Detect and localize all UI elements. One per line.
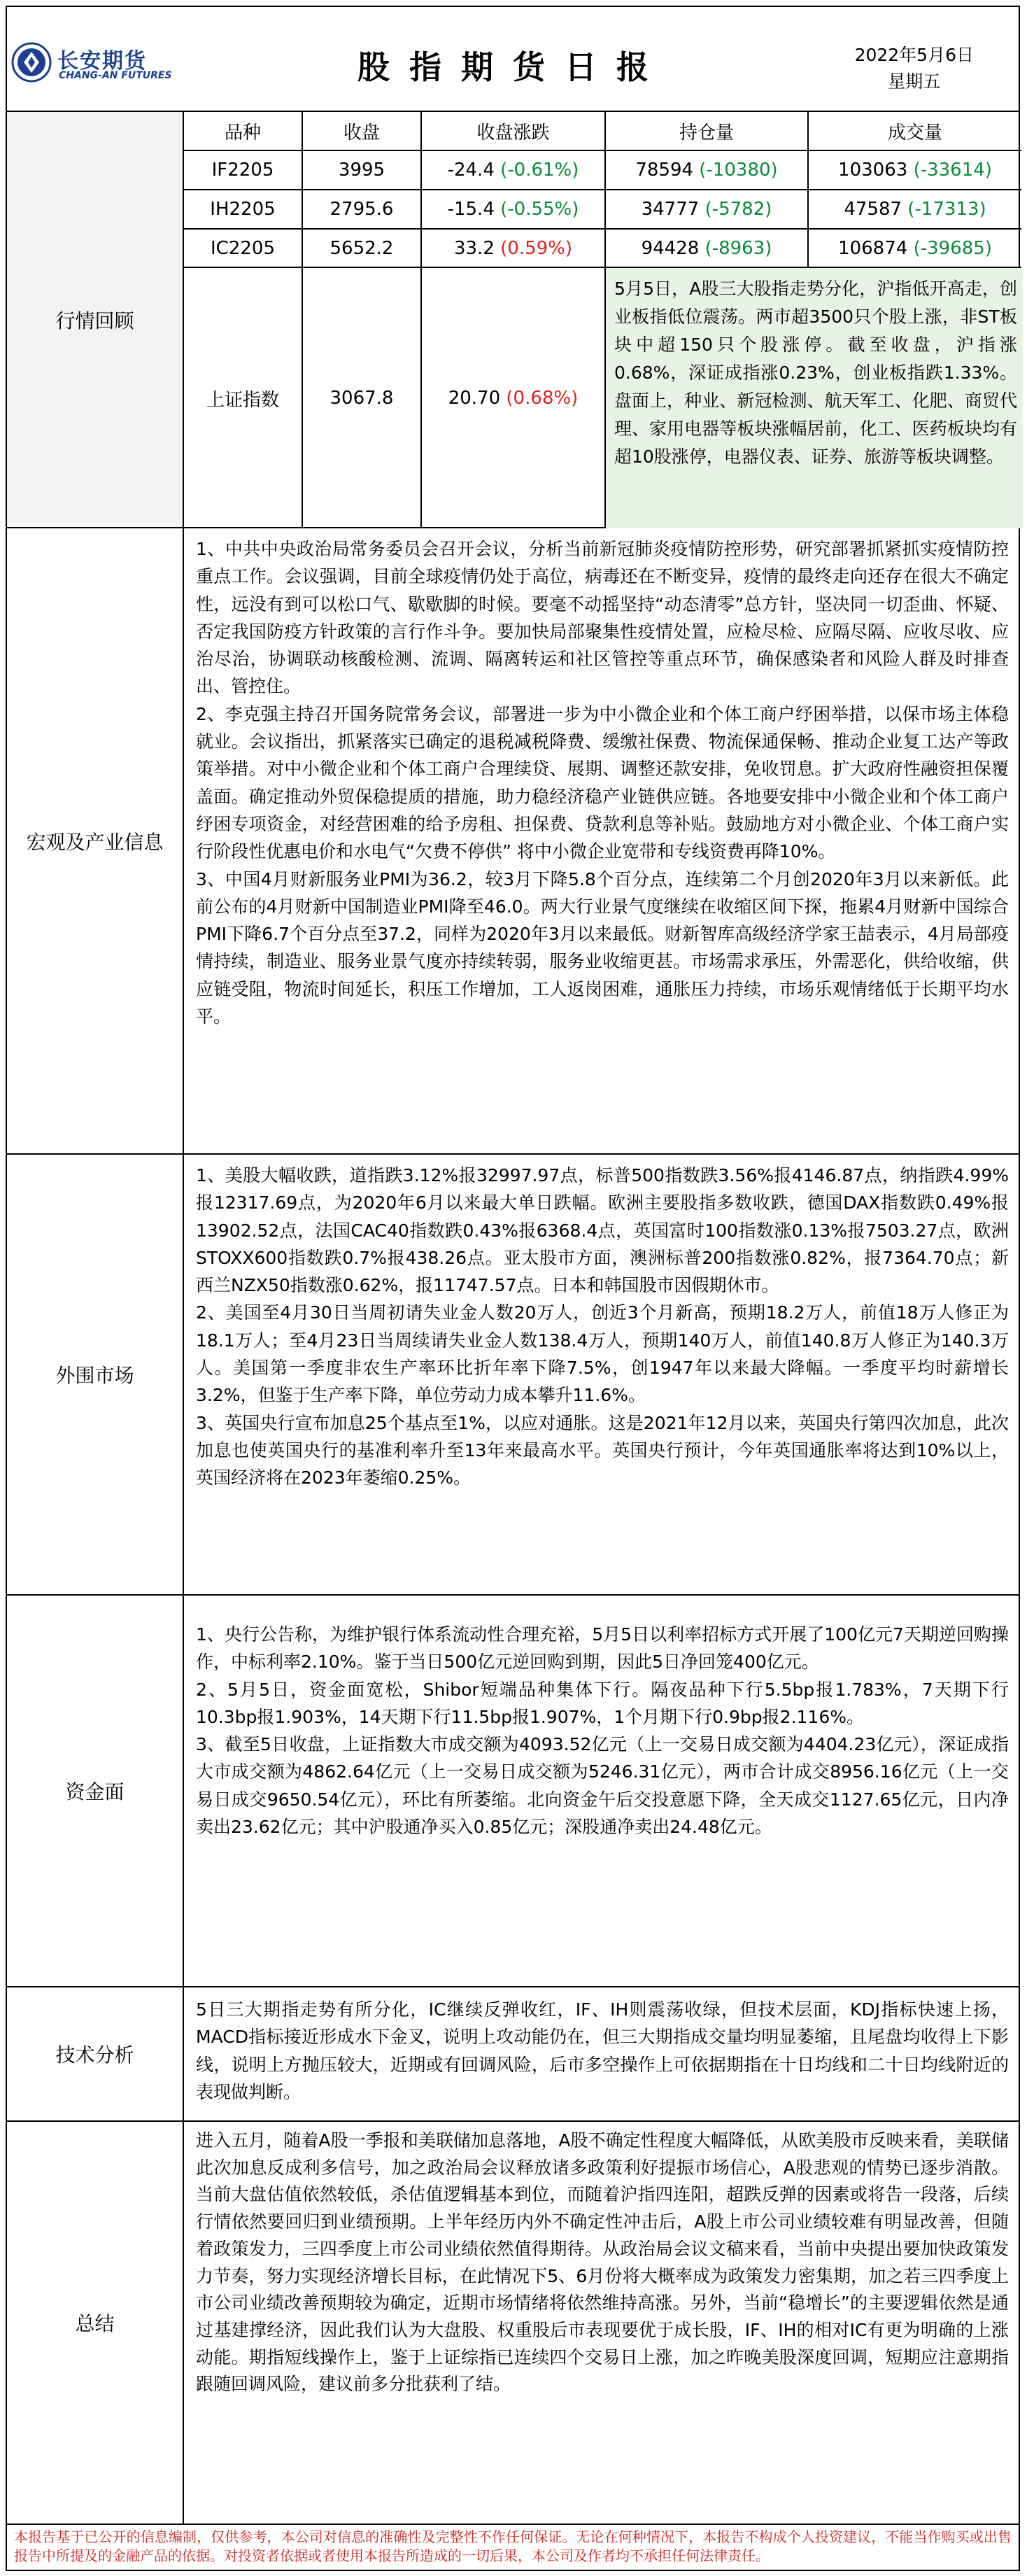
summary-label: 总结 [7, 2122, 184, 2524]
macro-industry-label: 宏观及产业信息 [7, 528, 184, 1153]
row-ih-vol-change: (-17313) [907, 199, 986, 220]
row-if-close: 3995 [303, 151, 422, 190]
row-ih-change-value: -15.4 [447, 199, 495, 220]
row-ic-change-value: 33.2 [453, 237, 495, 259]
row-if-change [422, 151, 606, 190]
row-ic-contract: IC2205 [184, 230, 303, 268]
row-ih-contract: IH2205 [184, 190, 303, 230]
row-ih-vol-value: 47587 [844, 199, 902, 220]
summary-text: 进入五月，随着A股一季报和美联储加息落地，A股不确定性程度大幅降低，从欧美股市反映来看，美联储此次加息反成利多信号，加之政治局会议释放诸多政策利好提振市场信心，A股悲观的情势已逐步消散。当前大盘估值依然较低，杀估值逻辑基本到位，而随着沪指四连阳，超跌反弹的因素或将告一段落，后续行情依然要回归到业绩预期。上半年经历内外不确定性冲击后，A股上市公司业绩较难有明显改善，但随着政策发力，三四季度上市公司业绩依然值得期待。从政治局会议文稿来看，当前中央提出要加快政策发力节奏，努力实现经济增长目标，在此情况下5、6月份将大概率成为政策发力密集期，加之若三四季度上市公司业绩改善预期较为确定，近期市场情绪将依然维持高涨。另外，当前“稳增长”的主要逻辑依然是通过基建撑经济，因此我们认为大盘股、权重股后市表现要优于成长股，IF、IH的相对IC有更为明确的上涨动能。期指短线操作上，鉴于上证综指已连续四个交易日上涨，加之昨晚美股深度回调，短期应注意期指跟随回调风险，建议前多分批获利了结。 [196, 2130, 1009, 2395]
row-ih-change-pct: (-0.55%) [500, 199, 579, 220]
market-review-label: 行情回顾 [7, 112, 184, 527]
market-review-section [6, 112, 1020, 528]
summary-section [6, 2122, 1020, 2525]
index-name: 上证指数 [184, 268, 303, 528]
index-change [422, 268, 606, 528]
technical-analysis-label: 技术分析 [7, 1987, 184, 2120]
col-header-change: 收盘涨跌 [422, 112, 606, 151]
report-weekday: 星期五 [888, 71, 941, 92]
row-ic-close: 5652.2 [303, 230, 422, 268]
foreign-market-label: 外围市场 [7, 1155, 184, 1594]
row-ic-open-interest [606, 230, 809, 268]
capital-text: 1、央行公告称，为维护银行体系流动性合理充裕，5月5日以利率招标方式开展了100亿元7天期逆回购操作，中标利率2.10%。鉴于当日500亿元逆回购到期，因此5日净回笼400亿元。 2、5月5日，资金面宽松，Shibor短端品种集体下行。隔夜品种下行5.5bp报1.783%，7天期下行10.3bp报1.903%，14天期下行11.5bp报1.907%，1个月期下行0.9bp报2.116%。 3、截至5日收盘，上证指数大市成交额为4093.52亿元（上一交易日成交额为4404.23亿元），深证成指大市成交额为4862.64亿元（上一交易日成交额为5246.31亿元），两市合计成交8956.16亿元（上一交易日成交9650.54亿元），环比有所萎缩。北向资金午后交投意愿下降，全天成交1127.65亿元，日内净卖出23.62亿元；其中沪股通净买入0.85亿元；深股通净卖出24.48亿元。 [196, 1624, 1009, 1838]
row-if-vol-change: (-33614) [913, 160, 992, 181]
capital-section [6, 1596, 1020, 1987]
macro-industry-text: 1、中共中央政治局常务委员会召开会议，分析当前新冠肺炎疫情防控形势，研究部署抓紧抓实疫情防控重点工作。会议强调，目前全球疫情仍处于高位，病毒还在不断变异，疫情的最终走向还存在很大不确定性，远没有到可以松口气、歇歇脚的时候。要毫不动摇坚持“动态清零”总方针，坚决同一切歪曲、怀疑、否定我国防疫方针政策的言行作斗争。要加快局部聚集性疫情处置，应检尽检、应隔尽隔、应收尽收、应治尽治，协调联动核酸检测、流调、隔离转运和社区管控等重点环节，确保感染者和风险人群及时排查出、管控住。 2、李克强主持召开国务院常务会议，部署进一步为中小微企业和个体工商户纾困举措，以保市场主体稳就业。会议指出，抓紧落实已确定的退税减税降费、缓缴社保费、物流保通保畅、推动企业复工达产等政策举措。对中小微企业和个体工商户合理续贷、展期、调整还款安排，免收罚息。扩大政府性融资担保覆盖面。确定推动外贸保稳提质的措施，助力稳经济稳产业链供应链。各地要安排中小微企业和个体工商户纾困专项资金，对经营困难的给予房租、担保费、贷款利息等补贴。鼓励地方对小微企业、个体工商户实行阶段性优惠电价和水电气“欠费不停供” 将中小微企业宽带和专线资费再降10%。 3、中国4月财新服务业PMI为36.2，较3月下降5.8个百分点，连续第二个月创2020年3月以来新低。此前公布的4月财新中国制造业PMI降至46.0。两大行业景气度继续在收缩区间下探，拖累4月财新中国综合PMI下降6.7个百分点至37.2，同样为2020年3月以来最低。财新智库高级经济学家王喆表示，4月局部疫情持续，制造业、服务业景气度亦持续转弱，服务业收缩更甚。市场需求承压，外需恶化，供给收缩，供应链受阻，物流时间延长，积压工作增加，工人返岗困难，通胀压力持续，市场乐观情绪低于长期平均水平。 [196, 539, 1009, 1027]
row-ih-change [422, 190, 606, 230]
row-if-change-pct: (-0.61%) [500, 160, 579, 181]
row-if-contract: IF2205 [184, 151, 303, 190]
row-if-volume [809, 151, 1021, 190]
col-header-close: 收盘 [303, 112, 422, 151]
col-header-contract: 品种 [184, 112, 303, 151]
report-header [6, 6, 1020, 112]
row-ic-vol-value: 106874 [838, 237, 908, 259]
report-date: 2022年5月6日 [854, 45, 974, 65]
col-header-volume: 成交量 [809, 112, 1021, 151]
row-if-change-value: -24.4 [447, 160, 495, 181]
row-if-vol-value: 103063 [838, 160, 908, 181]
macro-industry-section [6, 528, 1020, 1155]
row-ih-open-interest [606, 190, 809, 230]
disclaimer: 本报告基于已公开的信息编制，仅供参考，本公司对信息的准确性及完整性不作任何保证。无论在何种情况下，本报告不构成个人投资建议，不能当作购买或出售报告中所提及的金融产品的依据。对投资者依据或者使用本报告所造成的一切后果，本公司及作者均不承担任何法律责任。 [6, 2525, 1020, 2571]
row-ic-change [422, 230, 606, 268]
capital-label: 资金面 [7, 1596, 184, 1986]
report-title: 股指期货日报 [357, 48, 668, 86]
market-table [184, 112, 1019, 527]
row-ic-change-pct: (0.59%) [500, 237, 573, 259]
foreign-market-section [6, 1155, 1020, 1596]
foreign-market-text: 1、美股大幅收跌，道指跌3.12%报32997.97点，标普500指数跌3.56%报4146.87点，纳指跌4.99%报12317.69点，为2020年6月以来最大单日跌幅。欧洲主要股指多数收跌，德国DAX指数跌0.49%报13902.52点，法国CAC40指数跌0.43%报6368.4点，英国富时100指数涨0.13%报7503.27点，欧洲STOXX600指数跌0.7%报438.26点。亚太股市方面，澳洲标普200指数涨0.82%，报7364.70点；新西兰NZX50指数涨0.62%，报11747.57点。日本和韩国股市因假期休市。 2、美国至4月30日当周初请失业金人数20万人，创近3个月新高，预期18.2万人，前值18万人修正为18.1万人；至4月23日当周续请失业金人数138.4万人，预期140万人，前值140.8万人修正为140.3万人。美国第一季度非农生产率环比折年率下降7.5%，创1947年以来最大降幅。一季度平均时薪增长3.2%，但鉴于生产率下降，单位劳动力成本攀升11.6%。 3、英国央行宣布加息25个基点至1%，以应对通胀。这是2021年12月以来，英国央行第四次加息，此次加息也使英国央行的基准利率升至13年来最高水平。英国央行预计，今年英国通胀率将达到10%以上，英国经济将在2023年萎缩0.25%。 [196, 1165, 1009, 1488]
row-ih-volume [809, 190, 1021, 230]
market-commentary: 5月5日，A股三大股指走势分化，沪指低开高走，创业板指低位震荡。两市超3500只个股上涨，非ST板块中超150只个股涨停。截至收盘，沪指涨0.68%，深证成指涨0.23%，创业板指跌1.33%。盘面上，种业、新冠检测、航天军工、化肥、商贸代理、家用电器等板块涨幅居前，化工、医药板块均有超10股涨停，电器仪表、证券、旅游等板块调整。 [606, 268, 1023, 528]
col-header-open-interest: 持仓量 [606, 112, 809, 151]
row-ih-oi-value: 34777 [641, 199, 700, 220]
row-ic-oi-value: 94428 [641, 237, 700, 259]
index-close: 3067.8 [303, 268, 422, 528]
index-change-value: 20.70 [448, 388, 501, 409]
row-if-oi-change: (-10380) [699, 160, 778, 181]
row-if-oi-value: 78594 [635, 160, 694, 181]
row-ic-oi-change: (-8963) [704, 237, 772, 259]
technical-analysis-text: 5日三大期指走势有所分化，IC继续反弹收红，IF、IH则震荡收绿，但技术层面，KDJ指标快速上扬，MACD指标接近形成水下金叉，说明上攻动能仍在，但三大期指成交量均明显萎缩，且尾盘均收得上下影线，说明上方抛压较大，近期或有回调风险，后市多空操作上可依据期指在十日均线和二十日均线附近的表现做判断。 [196, 1999, 1009, 2102]
report-date-block [855, 42, 974, 95]
row-if-open-interest [606, 151, 809, 190]
row-ih-close: 2795.6 [303, 190, 422, 230]
company-name-en: CHANG-AN FUTURES [59, 70, 172, 81]
row-ic-volume [809, 230, 1021, 268]
technical-analysis-section [6, 1987, 1020, 2122]
index-change-pct: (0.68%) [506, 388, 579, 409]
row-ih-oi-change: (-5782) [704, 199, 772, 220]
company-name-cn: 长安期货 [57, 49, 147, 73]
row-ic-vol-change: (-39685) [913, 237, 992, 259]
